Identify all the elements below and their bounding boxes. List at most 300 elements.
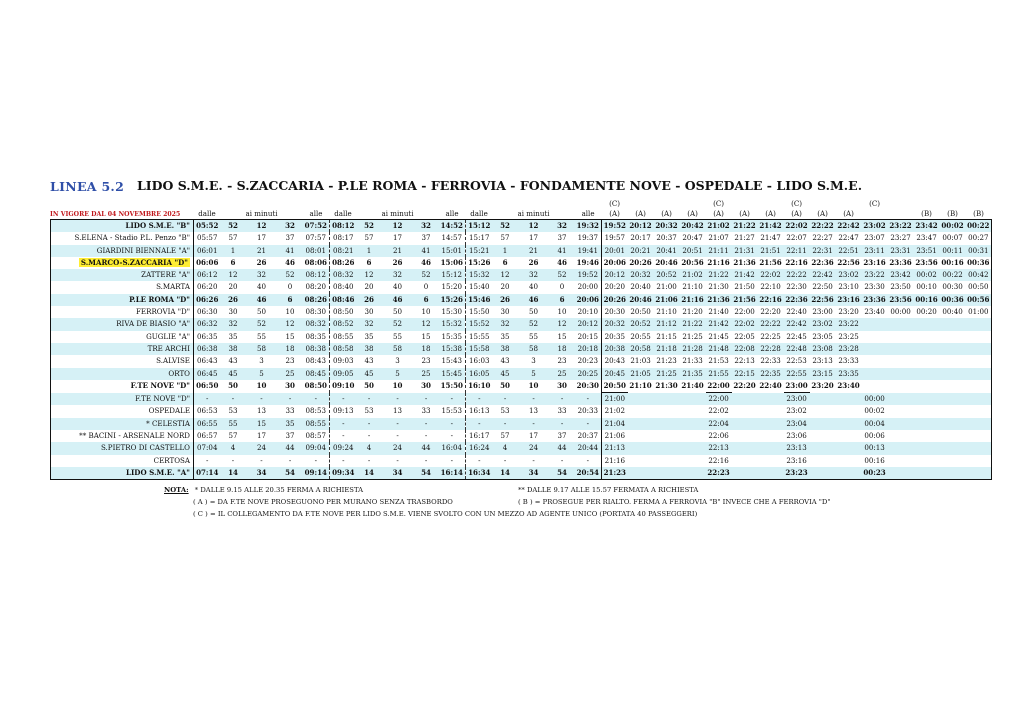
table-row [51, 393, 992, 406]
header-label: (A) [765, 209, 776, 218]
time-cell: 21:06 [604, 431, 626, 441]
time-cell: 08:58 [330, 343, 357, 355]
time-cell: - [575, 455, 602, 467]
time-cell: 21:00 [602, 393, 628, 406]
time-cell: - [439, 430, 466, 442]
header-mark-c [303, 199, 330, 209]
time-cell: 22:02 [732, 318, 758, 330]
time-cell: 00:13 [862, 442, 888, 454]
time-cell: 20 [364, 282, 374, 292]
time-cell: 21:16 [604, 455, 626, 465]
time-cell [732, 455, 758, 467]
time-cell: 22:02 [784, 220, 810, 233]
time-cell: - [206, 455, 209, 465]
time-cell: 50 [228, 381, 238, 391]
time-cell: 26 [528, 257, 539, 267]
time-cell: 20:06 [575, 294, 602, 306]
time-cell: 38 [357, 343, 382, 355]
time-cell: 34 [382, 467, 414, 480]
time-cell: 15:52 [466, 318, 493, 330]
time-cell: 30 [557, 381, 567, 391]
time-cell: 23:06 [786, 431, 807, 441]
stop-name: GUGLIE "A" [146, 331, 190, 341]
time-cell [862, 331, 888, 343]
time-cell [940, 355, 966, 367]
time-cell: 00:16 [914, 294, 940, 306]
valid-from: IN VIGORE DAL 04 NOVEMBRE 2025 [50, 211, 181, 218]
header-label [221, 209, 246, 220]
time-cell: 37 [421, 233, 431, 243]
time-cell: 08:12 [303, 269, 330, 281]
time-cell [914, 343, 940, 355]
stop-name: P.LE ROMA "D" [129, 294, 190, 304]
time-cell: 09:24 [330, 442, 357, 454]
time-cell: 21:13 [602, 442, 628, 454]
time-cell: 20:15 [575, 331, 602, 343]
time-cell: 24 [518, 442, 550, 454]
time-cell [758, 393, 784, 406]
time-cell: 23:10 [838, 282, 859, 292]
table-row [51, 418, 992, 430]
time-cell: 06:26 [194, 294, 221, 306]
time-cell: - [478, 455, 481, 465]
time-cell: 00:00 [862, 393, 888, 406]
time-cell: 20:46 [655, 257, 678, 267]
table-row [51, 269, 992, 281]
time-cell: 05:52 [194, 220, 221, 233]
time-cell: 21:07 [708, 233, 729, 243]
time-cell: 08:01 [303, 245, 330, 257]
time-cell: 23:56 [915, 257, 938, 267]
time-cell: 00:27 [966, 232, 992, 244]
time-cell: - [550, 393, 575, 406]
time-cell: 15:53 [439, 405, 466, 417]
time-cell: 12 [357, 269, 382, 281]
time-cell: 20:06 [603, 257, 626, 267]
time-cell: 44 [550, 442, 575, 454]
header-label: dalle [470, 209, 488, 218]
time-cell: 12 [493, 269, 518, 281]
time-cell: 23 [421, 356, 431, 366]
stop-name: LIDO S.M.E. "A" [125, 467, 190, 477]
time-cell: 15:12 [466, 220, 493, 233]
time-cell: 00:07 [942, 233, 963, 243]
note-c: ( C ) = IL COLLEGAMENTO DA F.TE NOVE PER LIDO S.M.E. VIENE SVOLTO CON UN MEZZO AD AGENTE UNICO (PORTATA 40 PASSEGGERI) [193, 510, 698, 518]
stop-name: ** BACINI - ARSENALE NORD [79, 431, 190, 441]
time-cell: 08:45 [303, 368, 330, 380]
time-cell: 00:50 [966, 281, 992, 293]
time-cell: 21:22 [706, 269, 732, 281]
time-cell: 20:12 [602, 269, 628, 281]
time-cell [732, 418, 758, 430]
time-cell [836, 418, 862, 430]
time-cell: - [330, 393, 357, 406]
time-cell: 15:35 [439, 331, 466, 343]
time-cell: 00:36 [940, 294, 966, 306]
time-cell: 22:42 [810, 269, 836, 281]
time-cell: 12 [518, 220, 550, 233]
stop-name: ORTO [168, 368, 190, 378]
time-cell: 22:00 [706, 380, 732, 393]
time-cell: 08:32 [330, 269, 357, 281]
header-label [278, 209, 303, 220]
header-mark-c [439, 199, 466, 209]
header-mark-c [466, 199, 493, 209]
time-cell: 21:22 [732, 220, 758, 233]
header-mark-c [246, 199, 278, 209]
time-cell: 22:40 [786, 307, 807, 317]
time-cell [680, 442, 706, 454]
time-cell: 07:04 [194, 442, 221, 454]
time-cell: 21:06 [654, 294, 680, 306]
time-cell: 20:51 [680, 245, 706, 257]
time-cell: 44 [278, 442, 303, 454]
stop-name: FERROVIA "D" [136, 307, 190, 317]
time-cell [966, 380, 992, 393]
time-cell: 22:42 [784, 318, 810, 330]
time-cell: 1 [357, 245, 382, 257]
time-cell: 14:57 [439, 232, 466, 244]
time-cell: 21:20 [682, 307, 703, 317]
time-cell: 15:12 [439, 269, 466, 281]
header-label [862, 209, 888, 220]
time-cell: 15:32 [466, 269, 493, 281]
time-cell: 16:24 [466, 442, 493, 454]
header-mark-c [518, 199, 550, 209]
time-cell: 08:55 [333, 331, 354, 341]
time-cell: 21:42 [706, 318, 732, 330]
time-cell: - [466, 393, 493, 406]
time-cell: 20:30 [604, 307, 626, 317]
time-cell: 20:37 [656, 233, 677, 243]
time-cell: - [194, 393, 221, 406]
time-cell [654, 430, 680, 442]
time-cell [810, 405, 836, 417]
time-cell: 10 [557, 307, 567, 317]
header-mark-c [836, 199, 862, 209]
time-cell: 20:18 [575, 343, 602, 355]
time-cell: 08:40 [333, 282, 354, 292]
time-cell [836, 455, 862, 467]
time-cell: - [246, 393, 278, 406]
header-label: (A) [817, 209, 828, 218]
time-cell: 21:25 [654, 368, 680, 380]
header-mark-c [194, 199, 221, 209]
time-cell [628, 405, 654, 417]
time-cell: 20:12 [628, 220, 654, 233]
time-cell [732, 393, 758, 406]
time-cell: 23:02 [810, 318, 836, 330]
time-cell: 23:02 [836, 269, 862, 281]
time-cell: 35 [228, 331, 238, 341]
time-cell: - [575, 418, 602, 430]
time-cell: 08:43 [303, 355, 330, 367]
time-cell [966, 467, 992, 480]
time-cell [966, 442, 992, 454]
table-row [51, 232, 992, 244]
time-cell: 21:22 [680, 318, 706, 330]
time-cell: 15 [285, 331, 295, 341]
time-cell: 40 [256, 282, 267, 292]
time-cell: 21:35 [680, 368, 706, 380]
time-cell: - [303, 393, 330, 406]
time-cell [654, 467, 680, 480]
stop-name: LIDO S.M.E. "B" [125, 221, 190, 230]
time-cell: 34 [246, 467, 278, 480]
time-cell [914, 418, 940, 430]
time-cell: 1 [221, 245, 246, 257]
time-cell: 23:13 [812, 356, 833, 366]
time-cell: 0 [559, 282, 565, 292]
time-cell: 20:32 [628, 269, 654, 281]
time-cell: 06:20 [197, 282, 218, 292]
time-cell: 20 [500, 282, 510, 292]
time-cell [966, 318, 992, 330]
time-cell: 21:04 [602, 418, 628, 430]
time-cell: 33 [285, 406, 295, 416]
header-mark-c [810, 199, 836, 209]
time-cell: 6 [414, 294, 439, 306]
header-label: (A) [687, 209, 698, 218]
time-cell [758, 442, 784, 454]
time-cell: 10 [285, 307, 295, 317]
time-cell [888, 405, 914, 417]
header-label: ai minuti [245, 209, 278, 218]
time-cell: 22:22 [784, 269, 810, 281]
time-cell: 46 [421, 257, 431, 267]
time-cell: 00:06 [864, 431, 885, 441]
header-label: (A) [791, 209, 802, 218]
time-cell: 23:47 [916, 233, 937, 243]
time-cell: 20 [228, 282, 238, 292]
time-cell [914, 467, 940, 480]
time-cell: 37 [285, 233, 295, 243]
time-cell: 6 [366, 257, 372, 267]
time-cell: - [357, 393, 382, 406]
time-cell: 08:26 [303, 294, 330, 306]
time-cell: 55 [256, 331, 267, 341]
time-cell: 16:14 [439, 467, 466, 480]
time-cell: 20:58 [628, 343, 654, 355]
time-cell: 21:00 [656, 282, 677, 292]
time-cell: 15:21 [466, 245, 493, 257]
time-cell [732, 405, 758, 417]
time-cell: 20:20 [604, 282, 626, 292]
time-cell: 30 [421, 381, 431, 391]
time-cell: 13 [393, 406, 403, 416]
time-cell [940, 405, 966, 417]
time-cell: - [493, 418, 518, 430]
time-cell: 52 [414, 269, 439, 281]
time-cell: - [382, 418, 414, 430]
time-cell: 55 [529, 331, 539, 341]
time-cell: 22:10 [760, 282, 781, 292]
time-cell: 22:27 [812, 233, 833, 243]
time-cell: 4 [493, 442, 518, 454]
time-cell: 45 [493, 368, 518, 380]
time-cell: 09:34 [330, 467, 357, 480]
time-cell: 08:21 [330, 245, 357, 257]
time-cell: 21:27 [734, 233, 755, 243]
time-cell: 43 [228, 356, 238, 366]
time-cell: 08:57 [303, 430, 330, 442]
time-cell: 12 [221, 269, 246, 281]
time-cell: 24 [246, 442, 278, 454]
time-cell: 12 [550, 318, 575, 330]
time-cell [940, 418, 966, 430]
time-cell [966, 343, 992, 355]
table-row [51, 355, 992, 367]
time-cell: 21:03 [630, 356, 651, 366]
time-cell: 23:56 [888, 294, 914, 306]
time-cell: 50 [393, 307, 403, 317]
time-cell: 00:42 [966, 269, 992, 281]
header-mark-c [493, 199, 518, 209]
time-cell: 18 [414, 343, 439, 355]
time-cell: 52 [382, 318, 414, 330]
time-cell: 00:00 [890, 307, 911, 317]
time-cell: 06:32 [194, 318, 221, 330]
time-cell: - [231, 455, 235, 465]
time-cell: 5 [382, 368, 414, 380]
time-cell: 20:25 [575, 368, 602, 380]
time-cell: 06:50 [196, 381, 219, 391]
header-label: ai minuti [381, 209, 414, 218]
time-cell [862, 318, 888, 330]
time-cell: 12 [414, 318, 439, 330]
time-cell: 23:40 [864, 307, 885, 317]
time-cell: 35 [500, 331, 510, 341]
table-row [51, 405, 992, 417]
time-cell: 22:30 [786, 282, 807, 292]
time-cell: 23:11 [862, 245, 888, 257]
time-cell: 00:16 [941, 257, 964, 267]
note-b: ( B ) = PROSEGUE PER RIALTO. FERMA A FERROVIA "B" INVECE CHE A FERROVIA "D" [518, 498, 831, 506]
header-mark-c [414, 199, 439, 209]
time-cell: 52 [221, 220, 246, 233]
table-row [51, 343, 992, 355]
time-cell: 23:50 [890, 282, 911, 292]
time-cell [654, 418, 680, 430]
time-cell: 41 [414, 245, 439, 257]
time-cell: 20:01 [602, 245, 628, 257]
time-cell: 22:00 [706, 393, 732, 406]
time-cell: 50 [256, 307, 267, 317]
stop-name: S.ELENA - Stadio P.L. Penzo "B" [74, 233, 190, 243]
time-cell: 15:45 [439, 368, 466, 380]
stop-name: S.MARTA [156, 282, 190, 292]
time-cell: 00:02 [914, 269, 940, 281]
time-cell: 6 [502, 257, 508, 267]
header-mark-c [550, 199, 575, 209]
time-cell: 21:56 [732, 294, 758, 306]
time-cell: 21:15 [656, 331, 677, 341]
time-cell: 52 [246, 318, 278, 330]
time-cell [940, 430, 966, 442]
time-cell: - [288, 455, 292, 465]
table-row [51, 257, 992, 269]
header-mark-c: (C) [791, 199, 803, 208]
route-title: LIDO S.M.E. - S.ZACCARIA - P.LE ROMA - FERROVIA - FONDAMENTE NOVE - OSPEDALE - LIDO S.M.E. [137, 178, 863, 193]
time-cell: 20:44 [575, 442, 602, 454]
time-cell: 21:42 [732, 269, 758, 281]
time-cell: 15:17 [469, 233, 490, 243]
time-cell: - [439, 418, 466, 430]
time-cell: - [396, 455, 399, 465]
time-cell: 20:45 [602, 368, 628, 380]
time-cell: 17 [393, 233, 403, 243]
time-cell: - [518, 418, 550, 430]
time-cell: 08:20 [303, 281, 330, 293]
time-cell: 57 [500, 233, 510, 243]
time-cell: 26 [357, 294, 382, 306]
time-cell: 46 [285, 257, 295, 267]
time-cell [966, 405, 992, 417]
time-cell: 22:16 [785, 257, 808, 267]
time-cell [654, 405, 680, 417]
time-cell [914, 331, 940, 343]
time-cell [758, 418, 784, 430]
time-cell: 20:42 [680, 220, 706, 233]
header-label: (A) [713, 209, 724, 218]
time-cell [940, 393, 966, 406]
time-cell [628, 442, 654, 454]
time-cell: 22:56 [810, 294, 836, 306]
time-cell: 23:28 [836, 343, 862, 355]
time-cell: - [278, 393, 303, 406]
time-cell: - [260, 455, 263, 465]
time-cell: 21:50 [734, 282, 755, 292]
time-cell: - [493, 393, 518, 406]
time-cell: 09:05 [330, 368, 357, 380]
time-cell: 21:28 [680, 343, 706, 355]
time-cell: 15:38 [439, 343, 466, 355]
time-cell: 46 [557, 257, 567, 267]
time-cell: 07:57 [303, 232, 330, 244]
time-cell: 45 [221, 368, 246, 380]
time-cell: 21 [518, 245, 550, 257]
time-cell: 22:22 [758, 318, 784, 330]
time-cell: 6 [278, 294, 303, 306]
timetable [50, 199, 992, 480]
stop-name: TRE ARCHI [147, 343, 190, 353]
time-cell: 23:42 [914, 220, 940, 233]
header-mark-c [575, 199, 602, 209]
time-cell [914, 430, 940, 442]
time-cell: 43 [500, 356, 510, 366]
table-row [51, 220, 992, 233]
time-cell: 22:48 [784, 343, 810, 355]
time-cell: 5 [246, 368, 278, 380]
time-cell: 20:52 [628, 318, 654, 330]
time-cell: 19:37 [575, 232, 602, 244]
time-cell: 32 [414, 220, 439, 233]
time-cell: 46 [518, 294, 550, 306]
time-cell: 15:43 [439, 355, 466, 367]
time-cell: - [503, 455, 507, 465]
header-label: (B) [973, 209, 984, 218]
time-cell [940, 331, 966, 343]
time-cell: 32 [357, 318, 382, 330]
time-cell [628, 430, 654, 442]
time-cell: - [330, 418, 357, 430]
time-cell: 19:52 [602, 220, 628, 233]
time-cell: 08:52 [330, 318, 357, 330]
header-mark-c [758, 199, 784, 209]
time-cell: 22:56 [837, 257, 860, 267]
time-cell [680, 405, 706, 417]
time-cell: - [575, 393, 602, 406]
